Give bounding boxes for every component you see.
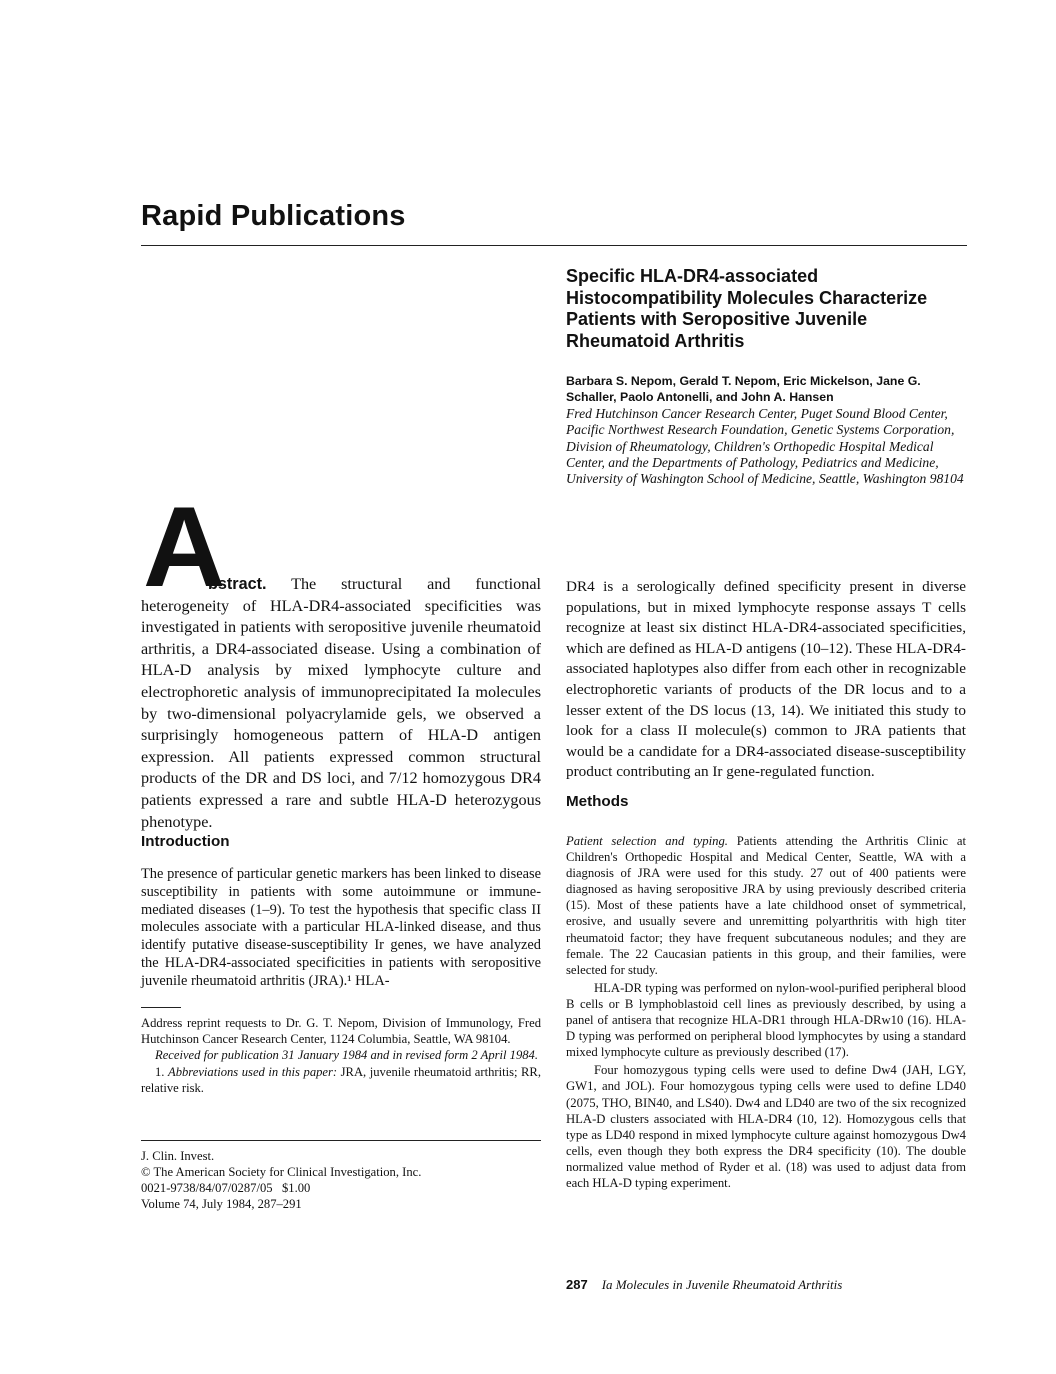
introduction-continuation: DR4 is a serologically defined specificity present in diverse populations, but in mixed lymphocyte response assays T cells recognize at least six distinct HLA-DR4-associated specificities, which are defined as HLA-D antigens (10–12). These HLA-DR4-associated haplotypes also differ from each other in recognizable electrophoretic variants of products of the DR locus and to a lesser extent of the DS locus (13, 14). We initiated this study to look for a class II molecule(s) common to JRA patients that would be a candidate for a DR4-associated disease-susceptibility product contributing an Ir gene-regulated function. (566, 578, 966, 781)
abbreviations-note (141, 1064, 541, 1096)
footnote-divider (141, 1007, 181, 1008)
reprint-note: Address reprint requests to Dr. G. T. Nepom, Division of Immunology, Fred Hutchinson Cancer Research Center, 1124 Columbia, Seattle, WA 98104. (141, 1016, 541, 1047)
journal-name: J. Clin. Invest. (141, 1149, 215, 1163)
abstract (141, 574, 541, 833)
footnotes (141, 1015, 541, 1096)
methods-paragraph-1 (566, 833, 966, 978)
journal-divider (141, 1140, 541, 1141)
journal-info (141, 1148, 541, 1212)
journal-copyright: © The American Society for Clinical Investigation, Inc. (141, 1165, 422, 1179)
methods-subheading: Patient selection and typing. (566, 834, 728, 848)
journal-issn: 0021-9738/84/07/0287/05 $1.00 (141, 1181, 311, 1195)
abstract-text: The structural and functional heterogeneity of HLA-DR4-associated specificities was investigated in patients with seropositive juvenile rheumatoid arthritis, a DR4-associated disease. Using a combination of HLA-D analysis by mixed lymphocyte culture and electrophoretic analysis of immunoprecipitated Ia molecules by two-dimensional polyacrylamide gels, we observed a surprisingly homogeneous pattern of HLA-D antigen expression. All patients expressed common structural products of the DR and DS loci, and 7/12 homozygous DR4 patients expressed a rare and subtle HLA-D heterozygous phenotype. (141, 575, 541, 831)
abstract-keyword: bstract. (208, 575, 267, 593)
received-note: Received for publication 31 January 1984 and in revised form 2 April 1984. (155, 1048, 539, 1063)
journal-volume: Volume 74, July 1984, 287–291 (141, 1197, 302, 1211)
methods-heading: Methods (566, 793, 629, 810)
abstract-dropcap: A (143, 484, 226, 611)
page-footer (566, 1277, 842, 1293)
author-list: Barbara S. Nepom, Gerald T. Nepom, Eric Mickelson, Jane G. Schaller, Paolo Antonelli, and John A. Hansen (566, 374, 921, 404)
abbreviations-marker: 1. (155, 1064, 165, 1079)
running-title: Ia Molecules in Juvenile Rheumatoid Arthritis (601, 1277, 843, 1292)
methods-text (566, 833, 966, 1191)
author-affiliation: Fred Hutchinson Cancer Research Center, Puget Sound Blood Center, Pacific Northwest Research Foundation, Genetic Systems Corporation, Division of Rheumatology, Children's Orthopedic Hospital Medical Center, and the Departments of Pathology, Pediatrics and Medicine, University of Washington School of Medicine, Seattle, Washington 98104 (566, 406, 964, 487)
introduction-heading: Introduction (141, 833, 230, 850)
abbreviations-label: Abbreviations used in this paper: (168, 1064, 338, 1079)
page-number: 287 (566, 1277, 588, 1292)
abbreviations-text: JRA, juvenile rheumatoid arthritis; RR, relative risk. (141, 1064, 541, 1095)
introduction-text: The presence of particular genetic markers has been linked to disease susceptibility in patients with some autoimmune or immune-mediated diseases (1–9). To test the hypothesis that specific class II molecules associate with a particular HLA-linked disease, and thus identify putative disease-susceptibility Ir genes, we have analyzed the HLA-DR4-associated specificities in patients with seropositive juvenile rheumatoid arthritis (JRA).¹ HLA- (141, 866, 541, 989)
section-divider (141, 245, 967, 246)
section-title: Rapid Publications (141, 200, 406, 232)
methods-paragraph-2: HLA-DR typing was performed on nylon-wool-purified peripheral blood B cells or B lymphoblastoid cell lines as previously described, by using a panel of antisera that recognize HLA-DR1 through HLA-DRw10 (16). HLA-D typing was performed on peripheral blood lymphocytes by using a standard mixed lymphocyte culture as previously described (17). (566, 980, 966, 1060)
methods-paragraph-1-text: Patients attending the Arthritis Clinic at Children's Orthopedic Hospital and Medical Center, Seattle, WA with a diagnosis of JRA were used for this study. 27 out of 400 patients were diagnosed as having seropositive JRA by using previously described criteria (15). Most of these patients have a late childhood onset of symmetrical, erosive, and usually severe and unremitting polyarthritis with high titer rheumatoid factor; they have frequent subcutaneous nodules; and they are female. The 22 Caucasian patients in this group, and their families, were selected for study. (566, 834, 966, 977)
article-title: Specific HLA-DR4-associated Histocompatibility Molecules Characterize Patients with Seropositive Juvenile Rheumatoid Arthritis (566, 266, 928, 351)
methods-paragraph-3: Four homozygous typing cells were used to define Dw4 (JAH, LGY, GW1, and JOL). Four homozygous typing cells were used to define LD40 (2075, THO, BIN40, and LS40). Dw4 and LD40 are two of the six recognized HLA-D clusters associated with HLA-DR4 (10, 12). Homozygous cells that type as LD40 respond in mixed lymphocyte culture against homozygous Dw4 cells, even though they both express the DR4 specificity (10). The double normalized value method of Ryder et al. (18) was used to adjust data from each HLA-D typing experiment. (566, 1063, 966, 1190)
